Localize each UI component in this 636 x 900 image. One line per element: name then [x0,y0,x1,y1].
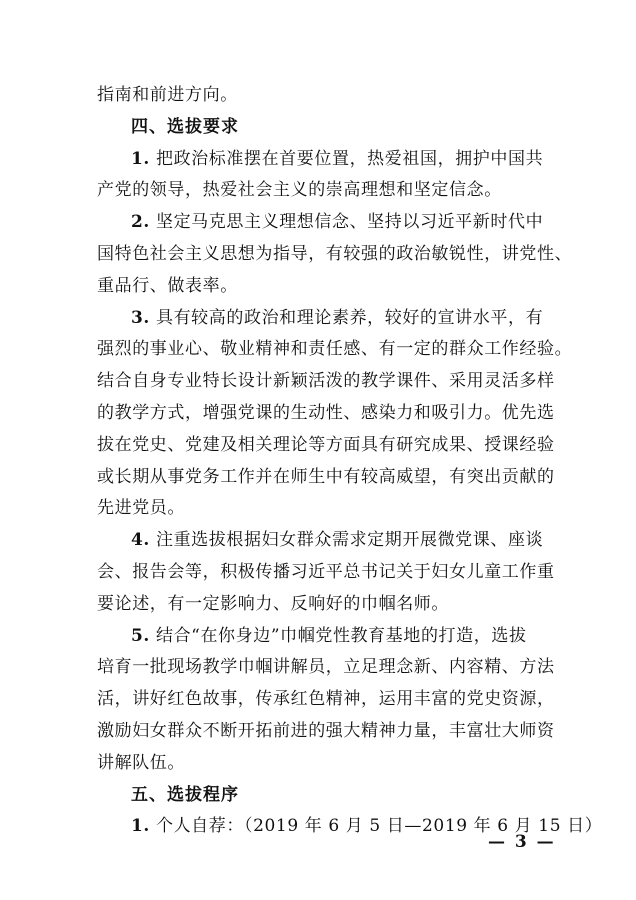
body-line [97,144,543,176]
item-number: 4. [131,530,150,551]
section-heading-procedure: 五、选拔程序 [131,784,239,805]
body-line: 重品行、做表率。 [97,275,238,296]
item-text: 坚定马克思主义理想信念、坚持以习近平新时代中 [155,212,544,233]
body-line: 指南和前进方向。 [97,85,238,105]
body-line [97,303,543,335]
body-line: 或长期从事党务工作并在师生中有较高威望，有突出贡献的 [97,466,555,487]
item-text: 个人自荐：（2019 年 6 月 5 日—2019 年 6 月 15 日） [155,816,603,837]
body-line: 强烈的事业心、敬业精神和责任感、有一定的群众工作经验。 [97,339,573,360]
body-line [97,207,543,239]
page-number: — 3 — [488,832,556,852]
item-number: 5. [131,625,150,646]
section-heading-requirements: 四、选拔要求 [131,116,239,137]
body-line: 讲解队伍。 [97,752,185,773]
body-line: 产党的领导，热爱社会主义的崇高理想和坚定信念。 [97,180,502,201]
body-line: 的教学方式，增强党课的生动性、感染力和吸引力。优先选 [97,402,555,423]
body-line [97,621,543,653]
body-line: 先进党员。 [97,498,185,519]
body-line: 拔在党史、党建及相关理论等方面具有研究成果、授课经验 [97,434,555,455]
body-line: 结合自身专业特长设计新颖活泼的教学课件、采用灵活多样 [97,371,555,392]
document-body [97,80,603,843]
item-text: 把政治标准摆在首要位置，热爱祖国，拥护中国共 [155,148,544,169]
body-line [97,525,543,557]
body-line: 要论述，有一定影响力、反响好的巾帼名师。 [97,593,449,614]
item-number: 3. [131,307,150,328]
item-text: 具有较高的政治和理论素养，较好的宣讲水平，有 [155,307,544,328]
body-line: 国特色社会主义思想为指导，有较强的政治敏锐性，讲党性、 [97,243,573,264]
item-text: 结合“在你身边”巾帼党性教育基地的打造，选拔 [155,625,527,646]
item-number: 1. [131,816,150,837]
body-line: 培育一批现场教学巾帼讲解员，立足理念新、内容精、方法 [97,657,555,678]
body-line [97,811,603,843]
item-text: 注重选拔根据妇女群众需求定期开展微党课、座谈 [155,530,544,551]
body-line: 活，讲好红色故事，传承红色精神，运用丰富的党史资源， [97,689,555,710]
body-line: 会、报告会等，积极传播习近平总书记关于妇女儿童工作重 [97,561,555,582]
body-line: 激励妇女群众不断开拓前进的强大精神力量，丰富壮大师资 [97,720,555,741]
item-number: 1. [131,148,150,169]
item-number: 2. [131,212,150,233]
